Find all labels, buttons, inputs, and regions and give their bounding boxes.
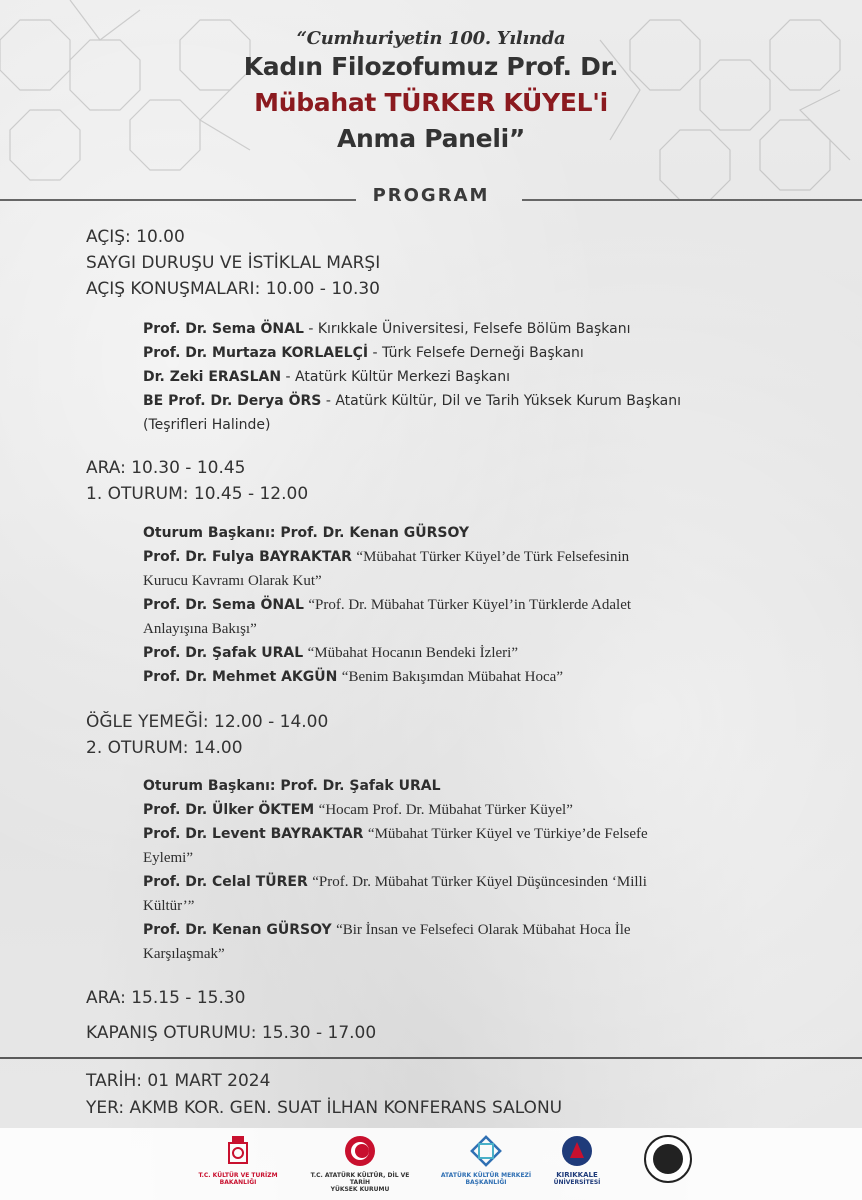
speakers-note: (Teşrifleri Halinde): [143, 417, 271, 433]
talk-title: “Hocam Prof. Dr. Mübahat Türker Küyel”: [318, 802, 573, 818]
program-label: PROGRAM: [372, 185, 490, 206]
ministry-logo: [188, 1134, 288, 1186]
session-chair: Oturum Başkanı: Prof. Dr. Şafak URAL: [143, 778, 441, 794]
event-date: TARİH: 01 MART 2024: [86, 1071, 271, 1091]
talk-row: [143, 641, 823, 665]
session-1-title: 1. OTURUM: 10.45 - 12.00: [86, 484, 309, 504]
lunch-time: ÖĞLE YEMEĞİ: 12.00 - 14.00: [86, 712, 329, 732]
kku-logo: [552, 1134, 602, 1186]
tfd-seal-icon: [643, 1134, 693, 1184]
session-2-title: 2. OTURUM: 14.00: [86, 738, 243, 758]
akm-caption-2: BAŞKANLIĞI: [465, 1179, 507, 1186]
program-heading-rule-right: [522, 199, 862, 201]
speaker-row: [143, 365, 823, 389]
speaker-desc: - Atatürk Kültür Merkezi Başkanı: [281, 369, 510, 385]
akdtyk-emblem-icon: [343, 1134, 377, 1168]
event-title-block: [0, 28, 862, 157]
event-title-honoree: Mübahat TÜRKER KÜYEL'i: [254, 88, 608, 117]
opening-time: AÇIŞ: 10.00: [86, 227, 185, 247]
akm-emblem-icon: [469, 1134, 503, 1168]
talk-speaker: Prof. Dr. Ülker ÖKTEM: [143, 802, 315, 818]
talk-row: [143, 593, 823, 617]
talk-speaker: Prof. Dr. Kenan GÜRSOY: [143, 922, 332, 938]
speaker-name: BE Prof. Dr. Derya ÖRS: [143, 393, 322, 409]
ministry-caption-2: BAKANLIĞI: [219, 1179, 257, 1186]
talk-title-cont: Kurucu Kavramı Olarak Kut”: [143, 573, 322, 589]
speaker-row: [143, 389, 823, 413]
event-title-line-2: Kadın Filozofumuz Prof. Dr.: [243, 52, 619, 81]
respect-anthem: SAYGI DURUŞU VE İSTİKLAL MARŞI: [86, 253, 381, 273]
talk-title: “Mübahat Türker Küyel ve Türkiye’de Felsefe: [367, 826, 648, 842]
talk-speaker: Prof. Dr. Celal TÜRER: [143, 874, 308, 890]
ministry-emblem-icon: [223, 1134, 253, 1168]
tfd-logo: [638, 1134, 698, 1188]
talk-title: “Prof. Dr. Mübahat Türker Küyel’in Türklerde Adalet: [308, 597, 632, 613]
opening-speakers-list: [143, 317, 823, 437]
akdtyk-caption-1: T.C. ATATÜRK KÜLTÜR, DİL VE TARİH: [310, 1172, 410, 1186]
akm-caption-1: ATATÜRK KÜLTÜR MERKEZİ: [440, 1172, 532, 1179]
ministry-caption-1: T.C. KÜLTÜR VE TURİZM: [198, 1172, 278, 1179]
speaker-desc: - Kırıkkale Üniversitesi, Felsefe Bölüm Başkanı: [303, 321, 631, 337]
session-chair: Oturum Başkanı: Prof. Dr. Kenan GÜRSOY: [143, 525, 469, 541]
talk-title: “Prof. Dr. Mübahat Türker Küyel Düşüncesinden ‘Milli: [312, 874, 647, 890]
talk-row: [143, 822, 823, 846]
talk-row: [143, 798, 823, 822]
footer-divider: [0, 1057, 862, 1059]
speaker-desc: - Türk Felsefe Derneği Başkanı: [368, 345, 584, 361]
talk-title: “Mübahat Hocanın Bendeki İzleri”: [307, 645, 518, 661]
event-venue: YER: AKMB KOR. GEN. SUAT İLHAN KONFERANS SALONU: [86, 1098, 563, 1118]
talk-speaker: Prof. Dr. Mehmet AKGÜN: [143, 669, 338, 685]
event-title-line-4: Anma Paneli”: [336, 124, 525, 153]
speaker-name: Dr. Zeki ERASLAN: [143, 369, 282, 385]
session-1-talks: [143, 521, 823, 689]
talk-speaker: Prof. Dr. Fulya BAYRAKTAR: [143, 549, 352, 565]
talk-title: “Bir İnsan ve Felsefeci Olarak Mübahat Hoca İle: [336, 922, 631, 938]
break-1: ARA: 10.30 - 10.45: [86, 458, 246, 478]
break-2: ARA: 15.15 - 15.30: [86, 988, 246, 1008]
talk-row: [143, 545, 823, 569]
talk-speaker: Prof. Dr. Levent BAYRAKTAR: [143, 826, 364, 842]
akdtyk-logo: [300, 1134, 420, 1193]
talk-title: “Mübahat Türker Küyel’de Türk Felsefesinin: [356, 549, 630, 565]
talk-row: [143, 870, 823, 894]
talk-title-cont: Karşılaşmak”: [143, 946, 225, 962]
program-heading: [0, 185, 862, 209]
opening-speeches-time: AÇIŞ KONUŞMALARI: 10.00 - 10.30: [86, 279, 380, 299]
closing-session: KAPANIŞ OTURUMU: 15.30 - 17.00: [86, 1023, 377, 1043]
talk-title: “Benim Bakışımdan Mübahat Hoca”: [341, 669, 563, 685]
talk-title-cont: Eylemi”: [143, 850, 193, 866]
speaker-row: [143, 341, 823, 365]
kku-caption-1: KIRIKKALE: [556, 1171, 598, 1179]
kku-emblem-icon: [560, 1134, 594, 1168]
talk-speaker: Prof. Dr. Şafak URAL: [143, 645, 304, 661]
talk-title-cont: Kültür’”: [143, 898, 195, 914]
event-pretitle: “Cumhuriyetin 100. Yılında: [296, 28, 566, 49]
session-2-talks: [143, 774, 823, 966]
kku-caption-2: ÜNİVERSİTESİ: [553, 1179, 601, 1186]
talk-row: [143, 918, 823, 942]
akm-logo: [436, 1134, 536, 1186]
talk-speaker: Prof. Dr. Sema ÖNAL: [143, 597, 304, 613]
talk-title-cont: Anlayışına Bakışı”: [143, 621, 257, 637]
sponsor-logos-bar: [0, 1128, 862, 1200]
speaker-name: Prof. Dr. Murtaza KORLAELÇİ: [143, 345, 369, 361]
speaker-row: [143, 317, 823, 341]
speaker-desc: - Atatürk Kültür, Dil ve Tarih Yüksek Kurum Başkanı: [321, 393, 681, 409]
talk-row: [143, 665, 823, 689]
speaker-name: Prof. Dr. Sema ÖNAL: [143, 321, 304, 337]
akdtyk-caption-2: YÜKSEK KURUMU: [330, 1186, 390, 1193]
